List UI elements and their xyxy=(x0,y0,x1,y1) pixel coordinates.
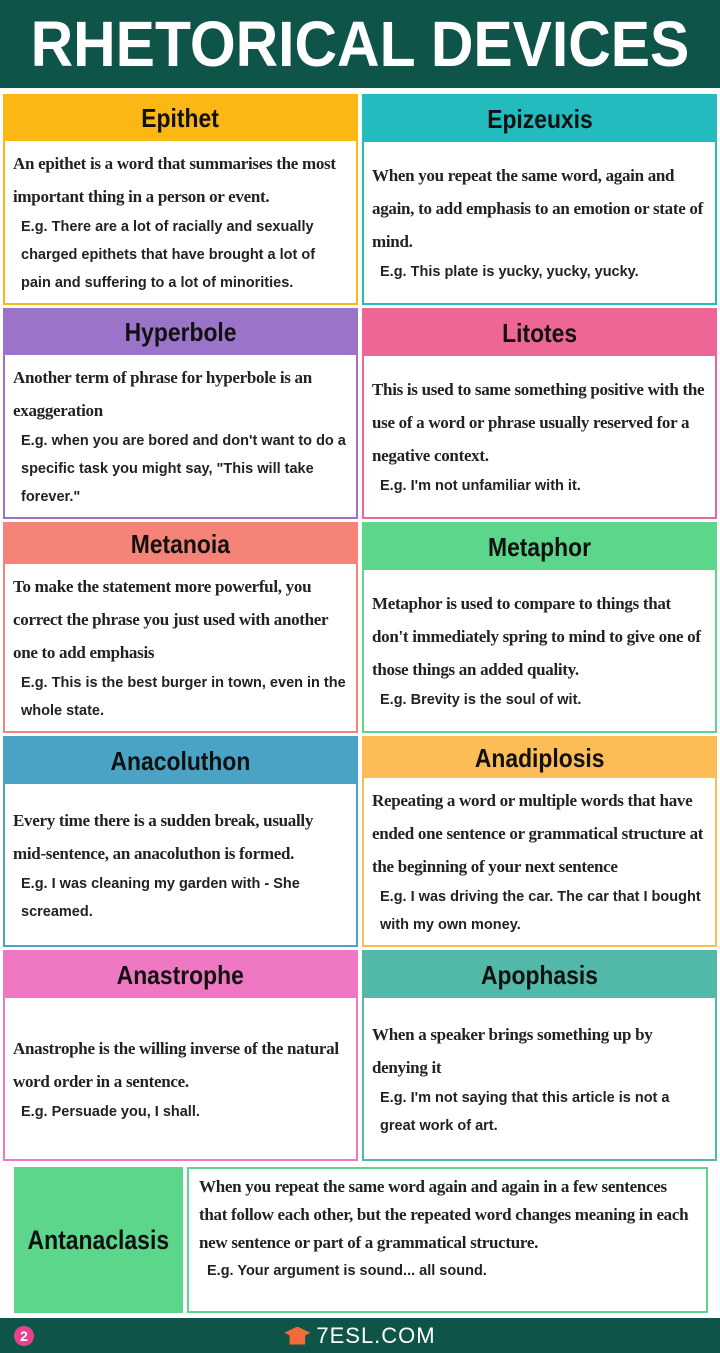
definition: When a speaker brings something up by denying it xyxy=(372,1024,653,1077)
example: E.g. I was cleaning my garden with - She screamed. xyxy=(21,875,300,920)
card-litotes xyxy=(362,308,717,519)
card-title: Hyperbole xyxy=(5,310,356,355)
example: E.g. I'm not unfamiliar with it. xyxy=(380,478,581,494)
definition: Anastrophe is the willing inverse of the natural word order in a sentence. xyxy=(13,1038,339,1091)
card-title: Antanaclasis xyxy=(14,1167,183,1313)
card-title: Anastrophe xyxy=(5,952,356,998)
definition: When you repeat the same word again and again in a few sentences that follow each other, but the repeated word changes meaning in each new sentence or part of a grammatical structure. xyxy=(199,1177,689,1252)
example: E.g. when you are bored and don't want to do a specific task you might say, "This will take forever." xyxy=(21,433,346,505)
card-anadiplosis xyxy=(362,736,717,947)
example: E.g. I'm not saying that this article is not a great work of art. xyxy=(380,1089,670,1134)
card-body xyxy=(5,998,356,1159)
footer xyxy=(0,1318,720,1353)
card-body xyxy=(364,142,715,303)
graduation-cap-icon xyxy=(284,1327,310,1345)
definition: When you repeat the same word, again and again, to add emphasis to an emotion or state of mind. xyxy=(372,166,703,251)
page-title: RHETORICAL DEVICES xyxy=(0,0,720,88)
page-number: 2 xyxy=(14,1326,34,1346)
card-title: Metaphor xyxy=(364,524,715,570)
example: E.g. Brevity is the soul of wit. xyxy=(380,692,582,708)
devices-grid xyxy=(3,94,717,1161)
card-anacoluthon xyxy=(3,736,358,947)
example: E.g. This is the best burger in town, even in the whole state. xyxy=(21,675,346,719)
example: E.g. I was driving the car. The car that I bought with my own money. xyxy=(380,889,701,933)
definition: Another term of phrase for hyperbole is an exaggeration xyxy=(13,368,312,420)
card-metanoia xyxy=(3,522,358,733)
card-body xyxy=(5,141,356,303)
card-body xyxy=(5,355,356,517)
definition: This is used to same something positive with the use of a word or phrase usually reserved for a negative context. xyxy=(372,380,705,465)
card-body xyxy=(364,570,715,731)
card-title: Anacoluthon xyxy=(5,738,356,784)
example: E.g. Persuade you, I shall. xyxy=(21,1103,200,1120)
definition: Repeating a word or multiple words that have ended one sentence or grammatical structure at the beginning of your next sentence xyxy=(372,791,704,876)
card-body xyxy=(5,564,356,731)
card-epizeuxis xyxy=(362,94,717,305)
card-title: Epizeuxis xyxy=(364,96,715,142)
card-title: Epithet xyxy=(5,96,356,141)
card-apophasis xyxy=(362,950,717,1161)
card-antanaclasis xyxy=(14,1167,708,1313)
card-metaphor xyxy=(362,522,717,733)
example: E.g. Your argument is sound... all sound. xyxy=(207,1263,487,1279)
card-body xyxy=(364,356,715,517)
card-title: Litotes xyxy=(364,310,715,356)
card-epithet xyxy=(3,94,358,305)
card-body xyxy=(5,784,356,945)
card-title: Anadiplosis xyxy=(364,738,715,778)
definition: To make the statement more powerful, you correct the phrase you just used with another one to add emphasis xyxy=(13,577,328,662)
definition: Metaphor is used to compare to things that don't immediately spring to mind to give one of those things an added quality. xyxy=(372,594,701,679)
logo: 7ESL.COM xyxy=(284,1323,435,1349)
example: E.g. This plate is yucky, yucky, yucky. xyxy=(380,264,639,280)
card-anastrophe xyxy=(3,950,358,1161)
card-body xyxy=(364,998,715,1159)
card-title: Apophasis xyxy=(364,952,715,998)
card-hyperbole xyxy=(3,308,358,519)
definition: An epithet is a word that summarises the most important thing in a person or event. xyxy=(13,154,336,206)
example: E.g. There are a lot of racially and sexually charged epithets that have brought a lot of pain and suffering to a lot of minorities. xyxy=(21,219,316,291)
card-body xyxy=(187,1167,708,1313)
card-body xyxy=(364,778,715,945)
card-title: Metanoia xyxy=(5,524,356,564)
definition: Every time there is a sudden break, usually mid-sentence, an anacoluthon is formed. xyxy=(13,810,314,863)
